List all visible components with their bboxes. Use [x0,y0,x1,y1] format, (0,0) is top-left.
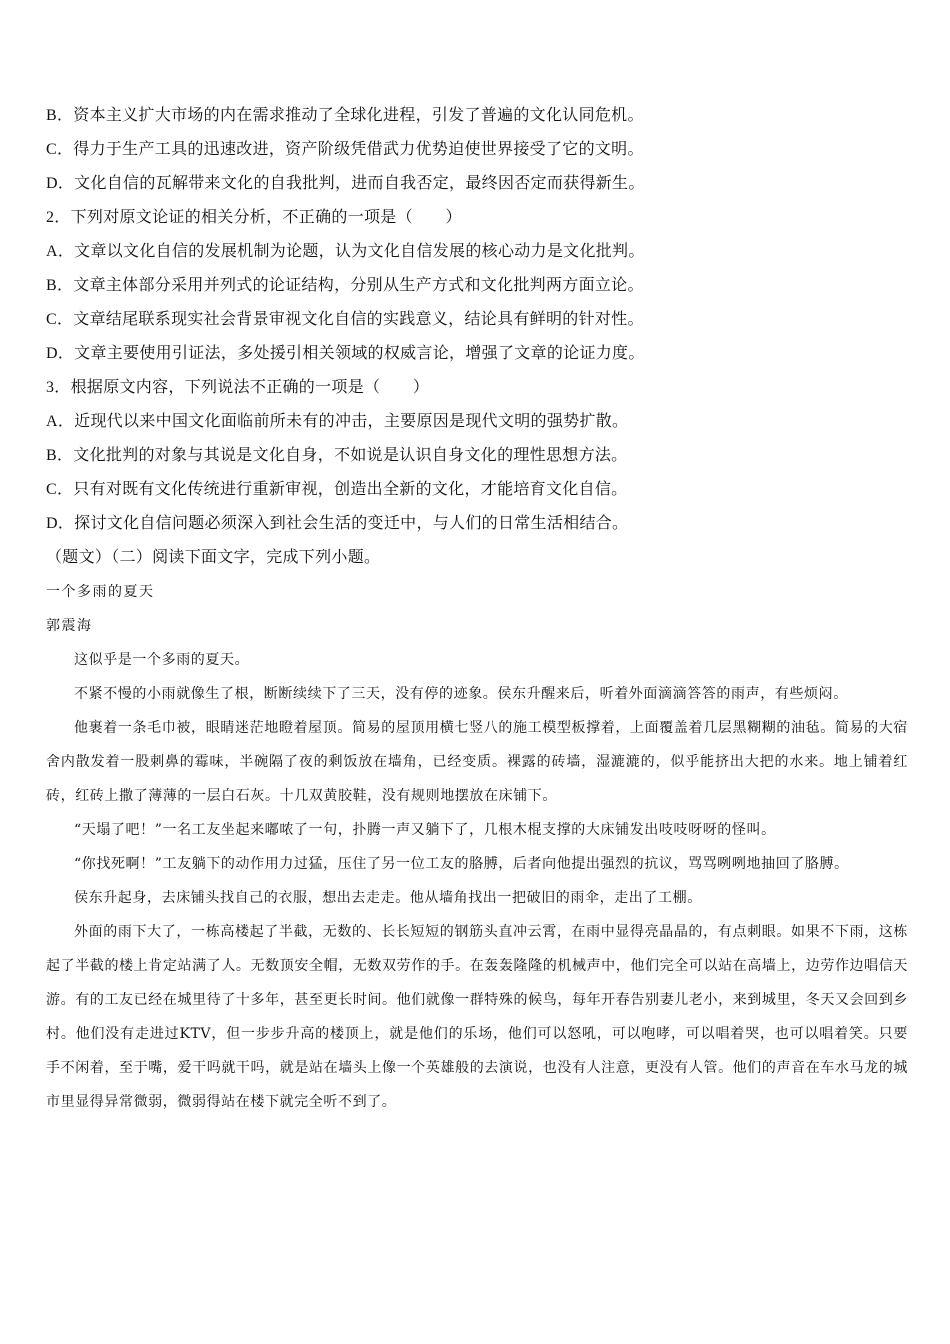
story-paragraph-7: 外面的雨下大了，一栋高楼起了半截，无数的、长长短短的钢筋头直冲云霄，在雨中显得亮晶晶的，有点刺眼。如果不下雨，这栋起了半截的楼上肯定站满了人。无数顶安全帽，无数双劳作的手。在轰轰隆隆的机械声中，他们完全可以站在高墙上，边劳作边唱信天游。有的工友已经在城里待了十多年，甚至更长时间。他们就像一群特殊的候鸟，每年开春告别妻儿老小，来到城里，冬天又会回到乡村。他们没有走进过KTV，但一步步升高的楼顶上，就是他们的乐场，他们可以怒吼，可以咆哮，可以唱着哭，也可以唱着笑。只要手不闲着，至于嘴，爱干吗就干吗，就是站在墙头上像一个英雄般的去演说，也没有人注意，更没有人管。他们的声音在车水马龙的城市里显得异常微弱，微弱得站在楼下就完全听不到了。 [46,924,908,1110]
q3-option-a[interactable]: A．近现代以来中国文化面临前所未有的冲击，主要原因是现代文明的强势扩散。 [46,413,629,430]
story-paragraph-6: 侯东升起身，去床铺头找自己的衣服，想出去走走。他从墙角找出一把破旧的雨伞，走出了工棚。 [74,890,702,906]
story-author: 郭震海 [46,618,93,634]
story-paragraph-2: 不紧不慢的小雨就像生了根，断断续续下了三天，没有停的迹象。侯东升醒来后，听着外面滴滴答答的雨声，有些烦闷。 [74,686,848,702]
q1-option-b[interactable]: B．资本主义扩大市场的内在需求推动了全球化进程，引发了普遍的文化认同危机。 [46,107,644,124]
q2-option-a[interactable]: A．文章以文化自信的发展机制为论题，认为文化自信发展的核心动力是文化批判。 [46,243,645,260]
q3-option-b[interactable]: B．文化批判的对象与其说是文化自身，不如说是认识自身文化的理性思想方法。 [46,447,628,464]
q2-option-c[interactable]: C．文章结尾联系现实社会背景审视文化自信的实践意义，结论具有鲜明的针对性。 [46,311,644,328]
q2-option-b[interactable]: B．文章主体部分采用并列式的论证结构，分别从生产方式和文化批判两方面立论。 [46,277,644,294]
story-title: 一个多雨的夏天 [46,584,155,600]
q1-option-c[interactable]: C．得力于生产工具的迅速改进，资产阶级凭借武力优势迫使世界接受了它的文明。 [46,141,644,158]
q1-option-d[interactable]: D．文化自信的瓦解带来文化的自我批判，进而自我否定，最终因否定而获得新生。 [46,175,645,192]
story-paragraph-1: 这似乎是一个多雨的夏天。 [74,652,250,668]
q2-option-d[interactable]: D．文章主要使用引证法，多处援引相关领域的权威言论，增强了文章的论证力度。 [46,345,645,362]
story-paragraph-3: 他裹着一条毛巾被，眼睛迷茫地瞪着屋顶。简易的屋顶用横七竖八的施工模型板撑着，上面覆盖着几层黑糊糊的油毡。简易的大宿舍内散发着一股刺鼻的霉味，半碗隔了夜的剩饭放在墙角，已经变质。裸露的砖墙，湿漉漉的，似乎能挤出大把的水来。地上铺着红砖，红砖上撒了薄薄的一层白石灰。十几双黄胶鞋，没有规则地摆放在床铺下。 [46,720,908,804]
story-paragraph-5: “你找死啊！”工友躺下的动作用力过猛，压住了另一位工友的胳膊，后者向他提出强烈的抗议，骂骂咧咧地抽回了胳膊。 [74,856,849,872]
document-page [46,99,908,1119]
q2-stem: 2．下列对原文论证的相关分析，不正确的一项是（ ） [46,209,462,226]
q3-stem: 3．根据原文内容，下列说法不正确的一项是（ ） [46,379,430,396]
q3-option-c[interactable]: C．只有对既有文化传统进行重新审视，创造出全新的文化，才能培育文化自信。 [46,481,628,498]
story-paragraph-4: “天塌了吧！”一名工友坐起来嘟哝了一句，扑腾一声又躺下了，几根木棍支撑的大床铺发出吱吱呀呀的怪叫。 [74,822,776,838]
q3-option-d[interactable]: D．探讨文化自信问题必须深入到社会生活的变迁中，与人们的日常生活相结合。 [46,515,629,532]
section-heading: （题文）（二）阅读下面文字，完成下列小题。 [46,549,381,566]
